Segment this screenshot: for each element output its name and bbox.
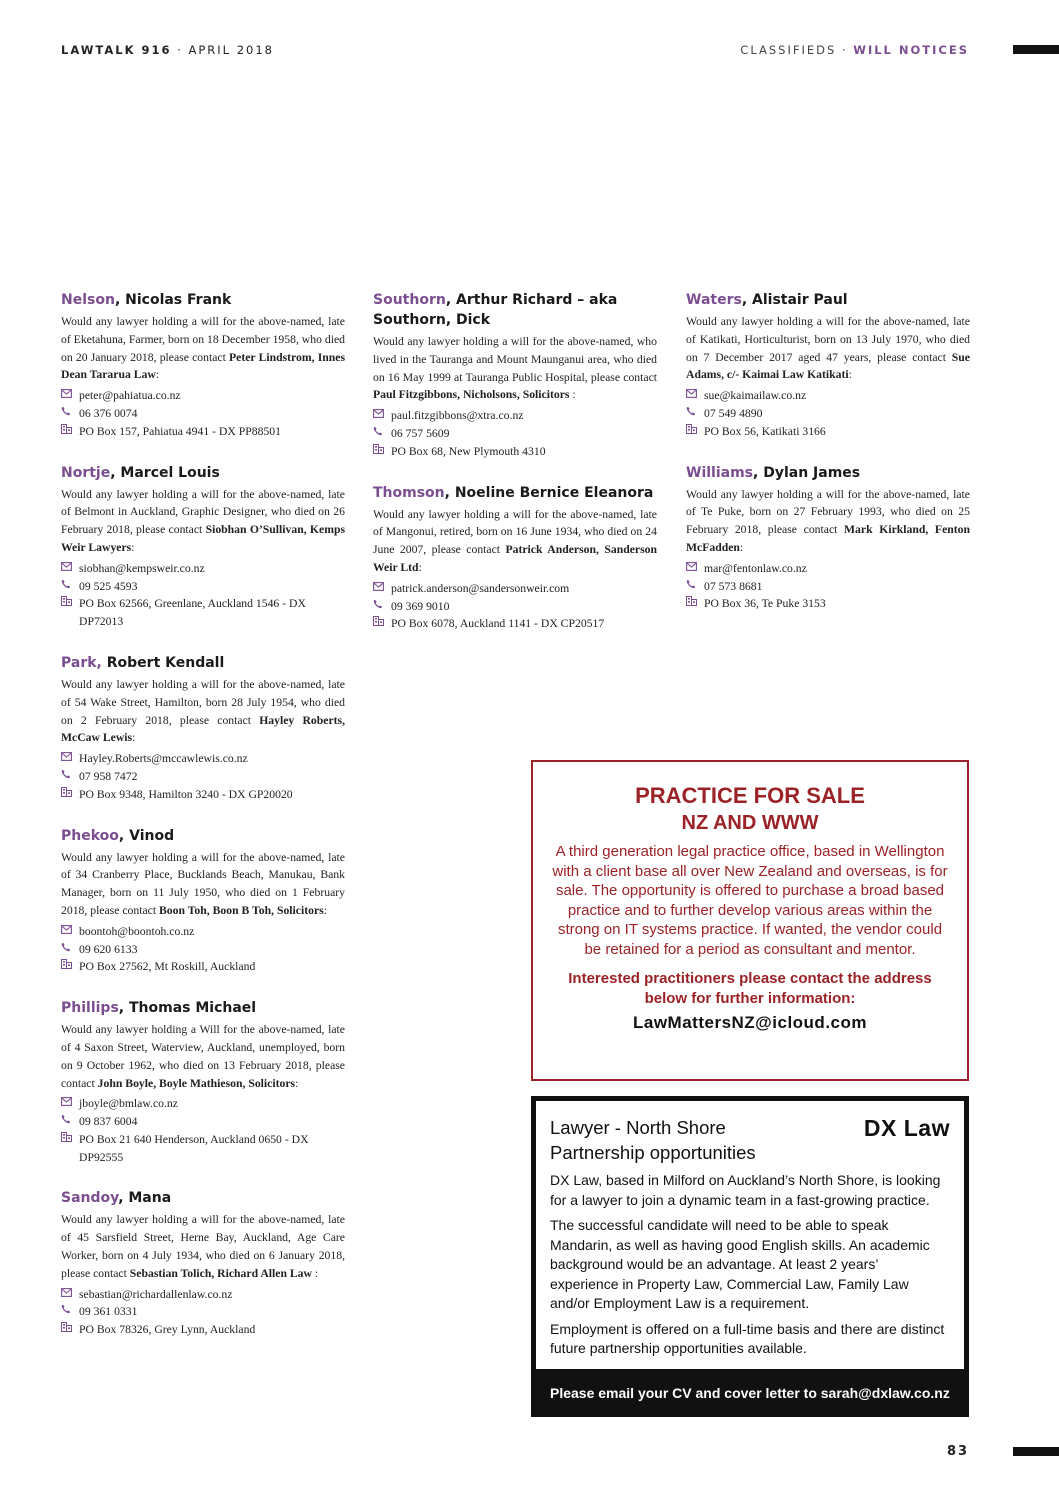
notice-given-names: , Vinod xyxy=(118,827,175,844)
notice-contact-list xyxy=(61,1286,345,1339)
envelope-icon xyxy=(61,1095,79,1113)
contact-email xyxy=(61,1286,345,1304)
dx-law-ad xyxy=(531,1096,969,1417)
notice-tail: : xyxy=(132,731,136,745)
postal-address: PO Box 27562, Mt Roskill, Auckland xyxy=(79,960,256,974)
contact-email xyxy=(686,560,970,578)
email-link[interactable]: mar@fentonlaw.co.nz xyxy=(704,561,807,575)
notice-tail: : xyxy=(848,368,852,382)
notice-contact-name: Siobhan O’Sullivan, Kemps Weir Lawyers xyxy=(61,523,345,554)
notice-surname: Williams xyxy=(686,464,754,481)
column-3 xyxy=(686,290,970,635)
sale-cta: Interested practitioners please contact the address below for further information: xyxy=(568,970,932,1007)
notice-body xyxy=(686,486,970,557)
will-notice xyxy=(61,826,345,977)
will-notice xyxy=(61,1188,345,1339)
contact-email xyxy=(61,387,345,405)
page-number: 83 xyxy=(947,1444,970,1459)
column-2 xyxy=(373,290,657,655)
email-link[interactable]: boontoh@boontoh.co.nz xyxy=(79,924,195,938)
contact-phone xyxy=(61,1303,345,1321)
phone-icon xyxy=(686,578,704,596)
dx-ad-paragraph-2: The successful candidate will need to be able to speak Mandarin, as well as having good English skills. An academic background would be an advantage. At least 2 years’ experience in Property Law, Commercial Law, Family Law and/or Employment Law is a requirement. xyxy=(550,1217,930,1311)
notice-given-names: , Alistair Paul xyxy=(741,292,848,308)
notice-contact-name: John Boyle, Boyle Mathieson, Solicitors xyxy=(97,1076,296,1090)
envelope-icon xyxy=(686,387,704,405)
will-notice xyxy=(61,998,345,1166)
notice-contact-list xyxy=(61,560,345,631)
notice-surname: Park, xyxy=(61,654,102,671)
notice-tail: : xyxy=(323,903,327,917)
notice-body xyxy=(61,676,345,747)
notice-given-names: , Mana xyxy=(118,1190,172,1207)
phone-icon xyxy=(61,405,79,423)
header-bar xyxy=(1013,45,1059,54)
building-icon xyxy=(61,595,79,613)
running-header-left xyxy=(61,43,274,57)
sale-subtitle: NZ AND WWW xyxy=(681,812,819,834)
contact-email xyxy=(373,580,657,598)
phone-icon xyxy=(61,1303,79,1321)
postal-address: PO Box 56, Katikati 3166 xyxy=(704,424,826,438)
notice-text: Would any lawyer holding a will for the above-named, late of Eketahuna, Farmer, born on 18 December 1958, who died on 20 January 2018, please contact xyxy=(61,315,345,364)
contact-address xyxy=(373,443,657,461)
contact-address xyxy=(61,1131,345,1167)
contact-address xyxy=(686,423,970,441)
running-header-right xyxy=(740,43,969,57)
phone-icon xyxy=(373,425,391,443)
notice-body xyxy=(61,1021,345,1092)
phone-icon xyxy=(61,578,79,596)
postal-address: PO Box 36, Te Puke 3153 xyxy=(704,597,826,611)
notice-given-names: , Arthur Richard – aka Southorn, Dick xyxy=(373,292,618,328)
postal-address: PO Box 21 640 Henderson, Auckland 0650 - DX DP92555 xyxy=(79,1132,309,1164)
notice-contact-list xyxy=(61,387,345,440)
notice-contact-name: Hayley Roberts, McCaw Lewis xyxy=(61,713,346,745)
contact-phone xyxy=(373,425,657,443)
notice-text: Would any lawyer holding a will for the above-named, who lived in the Tauranga and Mount Maunganui area, who died on 16 May 1999 at Tauranga Public Hospital, please contact xyxy=(373,335,657,384)
contact-phone xyxy=(61,768,345,786)
contact-phone xyxy=(373,598,657,616)
notice-text: Would any lawyer holding a will for the above-named, late of Belmont in Auckland, Graphic Designer, who died on 26 February 2018, please contact xyxy=(61,487,345,537)
notice-given-names: , Nicolas Frank xyxy=(114,292,232,308)
contact-phone xyxy=(61,941,345,959)
notice-text: Would any lawyer holding a will for the above-named, late of Katikati, Horticulturist, born on 13 July 1970, who died on 7 December 2017 aged 47 years, please contact xyxy=(686,315,970,364)
notice-contact-list xyxy=(61,923,345,976)
email-link[interactable]: peter@pahiatua.co.nz xyxy=(79,389,181,403)
notice-surname: Sandoy xyxy=(61,1190,119,1207)
notice-heading xyxy=(373,483,657,503)
footer-bar xyxy=(1013,1447,1059,1456)
will-notice xyxy=(61,653,345,804)
building-icon xyxy=(373,615,391,633)
phone-icon xyxy=(61,768,79,786)
postal-address: PO Box 68, New Plymouth 4310 xyxy=(391,444,546,458)
contact-email xyxy=(61,560,345,578)
envelope-icon xyxy=(61,923,79,941)
notice-surname: Nelson xyxy=(61,292,115,308)
contact-phone xyxy=(686,405,970,423)
notice-heading xyxy=(61,653,345,673)
sale-email[interactable]: LawMattersNZ@icloud.com xyxy=(633,1013,867,1032)
practice-for-sale-ad xyxy=(531,760,969,1081)
contact-email xyxy=(686,387,970,405)
notice-tail: : xyxy=(155,368,160,382)
phone-icon xyxy=(61,1113,79,1131)
postal-address: PO Box 78326, Grey Lynn, Auckland xyxy=(79,1323,256,1337)
notice-text: Would any lawyer holding a will for the above-named, late of 45 Sarsfield Street, Herne Bay, Auckland, Age Care Worker, born on 4 July 1934, who died on 6 January 2018, please contact xyxy=(61,1213,345,1280)
notice-heading xyxy=(373,290,657,330)
contact-phone xyxy=(686,578,970,596)
notice-contact-list xyxy=(373,580,657,633)
notice-text: Would any lawyer holding a will for the above-named, late of 34 Cranberry Place, Bucklands Beach, Manukau, Bank Manager, born on 11 July 1950, who died on 1 February 2018, please contact xyxy=(61,850,345,917)
phone-icon xyxy=(61,941,79,959)
email-link[interactable]: Hayley.Roberts@mccawlewis.co.nz xyxy=(79,752,248,766)
phone-icon xyxy=(686,405,704,423)
notice-heading xyxy=(61,463,345,483)
notice-surname: Waters xyxy=(686,292,742,308)
envelope-icon xyxy=(61,1286,79,1304)
notice-surname: Southorn xyxy=(373,292,446,308)
phone-number: 09 361 0331 xyxy=(79,1305,138,1319)
dx-ad-title-line1: Lawyer - North Shore xyxy=(550,1117,726,1138)
building-icon xyxy=(61,958,79,976)
email-link[interactable]: siobhan@kempsweir.co.nz xyxy=(79,561,205,575)
sale-title: PRACTICE FOR SALE xyxy=(635,783,865,808)
phone-number: 07 573 8681 xyxy=(704,579,763,593)
will-notice xyxy=(61,290,345,441)
header-separator: · xyxy=(171,43,189,57)
notice-body xyxy=(61,313,345,384)
phone-number: 06 757 5609 xyxy=(391,426,450,440)
notice-given-names: , Dylan James xyxy=(753,464,861,481)
envelope-icon xyxy=(373,407,391,425)
dx-ad-footer: Please email your CV and cover letter to sarah@dxlaw.co.nz xyxy=(550,1385,950,1401)
notice-text: Would any lawyer holding a will for the above-named, late of 54 Wake Street, Hamilton, born 28 July 1954, who died on 2 February 2018, please contact xyxy=(61,677,345,727)
phone-icon xyxy=(373,598,391,616)
notice-tail: : xyxy=(569,388,576,402)
postal-address: PO Box 6078, Auckland 1141 - DX CP20517 xyxy=(391,617,605,631)
notice-surname: Phillips xyxy=(61,1000,119,1017)
contact-address xyxy=(61,1321,345,1339)
issue-date: APRIL 2018 xyxy=(188,43,274,57)
notice-body xyxy=(373,506,657,577)
dx-ad-paragraph-1: DX Law, based in Milford on Auckland’s North Shore, is looking for a lawyer to join a dynamic team in a fast-growing practice. xyxy=(550,1172,941,1208)
column-1 xyxy=(61,290,345,1361)
email-link[interactable]: sebastian@richardallenlaw.co.nz xyxy=(79,1287,233,1301)
notice-tail: : xyxy=(295,1076,299,1090)
notice-given-names: , Noeline Bernice Eleanora xyxy=(444,484,654,501)
notice-text: Would any lawyer holding a Will for the above-named, late of 4 Saxon Street, Waterview, Auckland, unemployed, born on 9 October 1962, who died on 13 February 2018, please contact xyxy=(61,1023,345,1090)
section-name: CLASSIFIEDS xyxy=(740,43,837,57)
phone-number: 07 549 4890 xyxy=(704,406,763,420)
notice-heading xyxy=(61,1188,345,1208)
building-icon xyxy=(61,1321,79,1339)
contact-address xyxy=(61,786,345,804)
magazine-name: LAWTALK 916 xyxy=(61,43,172,57)
email-link[interactable]: sue@kaimailaw.co.nz xyxy=(704,389,807,403)
notice-surname: Nortje xyxy=(61,464,111,481)
contact-address xyxy=(373,615,657,633)
will-notice xyxy=(61,463,345,631)
sale-body: A third generation legal practice office, based in Wellington with a client base all over New Zealand and overseas, is for sale. The opportunity is offered to purchase a broad based practice and to further develop various areas within the strong on IT systems practice. If wanted, the vendor could be retained for a period as consultant and mentor. xyxy=(552,843,948,958)
notice-heading xyxy=(61,998,345,1018)
dx-ad-paragraph-3: Employment is offered on a full-time basis and there are distinct future partnership opportunities available. xyxy=(550,1320,945,1356)
notice-given-names: , Thomas Michael xyxy=(118,1000,257,1017)
notice-contact-list xyxy=(373,407,657,460)
will-notice xyxy=(686,463,970,614)
will-notice xyxy=(373,290,657,461)
envelope-icon xyxy=(61,560,79,578)
notice-tail: : xyxy=(739,540,744,554)
dx-ad-content xyxy=(536,1101,964,1369)
contact-phone xyxy=(61,578,345,596)
notice-given-names: , Marcel Louis xyxy=(110,464,220,481)
postal-address: PO Box 62566, Greenlane, Auckland 1546 - DX DP72013 xyxy=(79,597,306,629)
header-separator: · xyxy=(836,43,854,57)
notice-contact-name: Sebastian Tolich, Richard Allen Law xyxy=(129,1266,312,1280)
notice-surname: Thomson xyxy=(373,484,445,501)
notice-given-names: Robert Kendall xyxy=(101,654,225,671)
notice-body xyxy=(686,313,970,384)
envelope-icon xyxy=(61,750,79,768)
phone-number: 09 620 6133 xyxy=(79,942,138,956)
phone-number: 06 376 0074 xyxy=(79,406,138,420)
contact-email xyxy=(61,923,345,941)
contact-email xyxy=(373,407,657,425)
notice-contact-list xyxy=(61,750,345,803)
contact-email xyxy=(61,750,345,768)
notice-tail: : xyxy=(418,560,422,574)
envelope-icon xyxy=(686,560,704,578)
contact-email xyxy=(61,1095,345,1113)
email-link[interactable]: jboyle@bmlaw.co.nz xyxy=(79,1097,178,1111)
notice-body xyxy=(61,1211,345,1282)
notice-contact-name: Paul Fitzgibbons, Nicholsons, Solicitors xyxy=(373,388,570,402)
notice-contact-name: Peter Lindstrom, Innes Dean Tararua Law xyxy=(61,350,345,382)
postal-address: PO Box 157, Pahiatua 4941 - DX PP88501 xyxy=(79,424,281,438)
will-notice xyxy=(686,290,970,441)
notice-surname: Phekoo xyxy=(61,827,119,844)
building-icon xyxy=(373,443,391,461)
notice-tail: : xyxy=(131,540,135,554)
email-link[interactable]: paul.fitzgibbons@xtra.co.nz xyxy=(391,409,524,423)
notice-contact-list xyxy=(61,1095,345,1166)
notice-heading xyxy=(686,463,970,483)
notice-contact-list xyxy=(686,387,970,440)
notice-contact-name: Boon Toh, Boon B Toh, Solicitors xyxy=(159,903,324,917)
contact-phone xyxy=(61,1113,345,1131)
contact-phone xyxy=(61,405,345,423)
notice-body xyxy=(61,849,345,920)
notice-contact-list xyxy=(686,560,970,613)
notice-tail: : xyxy=(311,1266,319,1280)
envelope-icon xyxy=(61,387,79,405)
postal-address: PO Box 9348, Hamilton 3240 - DX GP20020 xyxy=(79,787,293,801)
building-icon xyxy=(61,423,79,441)
dx-law-logo: DX Law xyxy=(863,1115,950,1141)
building-icon xyxy=(61,1131,79,1149)
dx-ad-title-line2: Partnership opportunities xyxy=(550,1142,756,1163)
envelope-icon xyxy=(373,580,391,598)
will-notice xyxy=(373,483,657,634)
email-link[interactable]: patrick.anderson@sandersonweir.com xyxy=(391,581,570,595)
notice-text: Would any lawyer holding a will for the above-named, late of Mangonui, retired, born on 16 June 1934, who died on 24 June 2007, please contact xyxy=(373,507,657,557)
notice-heading xyxy=(686,290,970,310)
notice-heading xyxy=(61,826,345,846)
contact-address xyxy=(61,423,345,441)
notice-contact-name: Mark Kirkland, Fenton McFadden xyxy=(686,523,970,554)
phone-number: 09 369 9010 xyxy=(391,599,450,613)
subsection-name: WILL NOTICES xyxy=(853,43,969,57)
building-icon xyxy=(686,595,704,613)
phone-number: 07 958 7472 xyxy=(79,769,138,783)
contact-address xyxy=(686,595,970,613)
notice-text: Would any lawyer holding a will for the above-named, late of Te Puke, born on 27 February 1993, who died on 25 February 2018, please contact xyxy=(686,487,970,537)
phone-number: 09 525 4593 xyxy=(79,579,138,593)
phone-number: 09 837 6004 xyxy=(79,1115,138,1129)
notice-heading xyxy=(61,290,345,310)
notice-body xyxy=(61,486,345,557)
notice-contact-name: Patrick Anderson, Sanderson Weir Ltd xyxy=(373,543,658,574)
building-icon xyxy=(61,786,79,804)
contact-address xyxy=(61,595,345,631)
building-icon xyxy=(686,423,704,441)
contact-address xyxy=(61,958,345,976)
notice-body xyxy=(373,333,657,404)
notice-contact-name: Sue Adams, c/- Kaimai Law Katikati xyxy=(686,350,970,382)
